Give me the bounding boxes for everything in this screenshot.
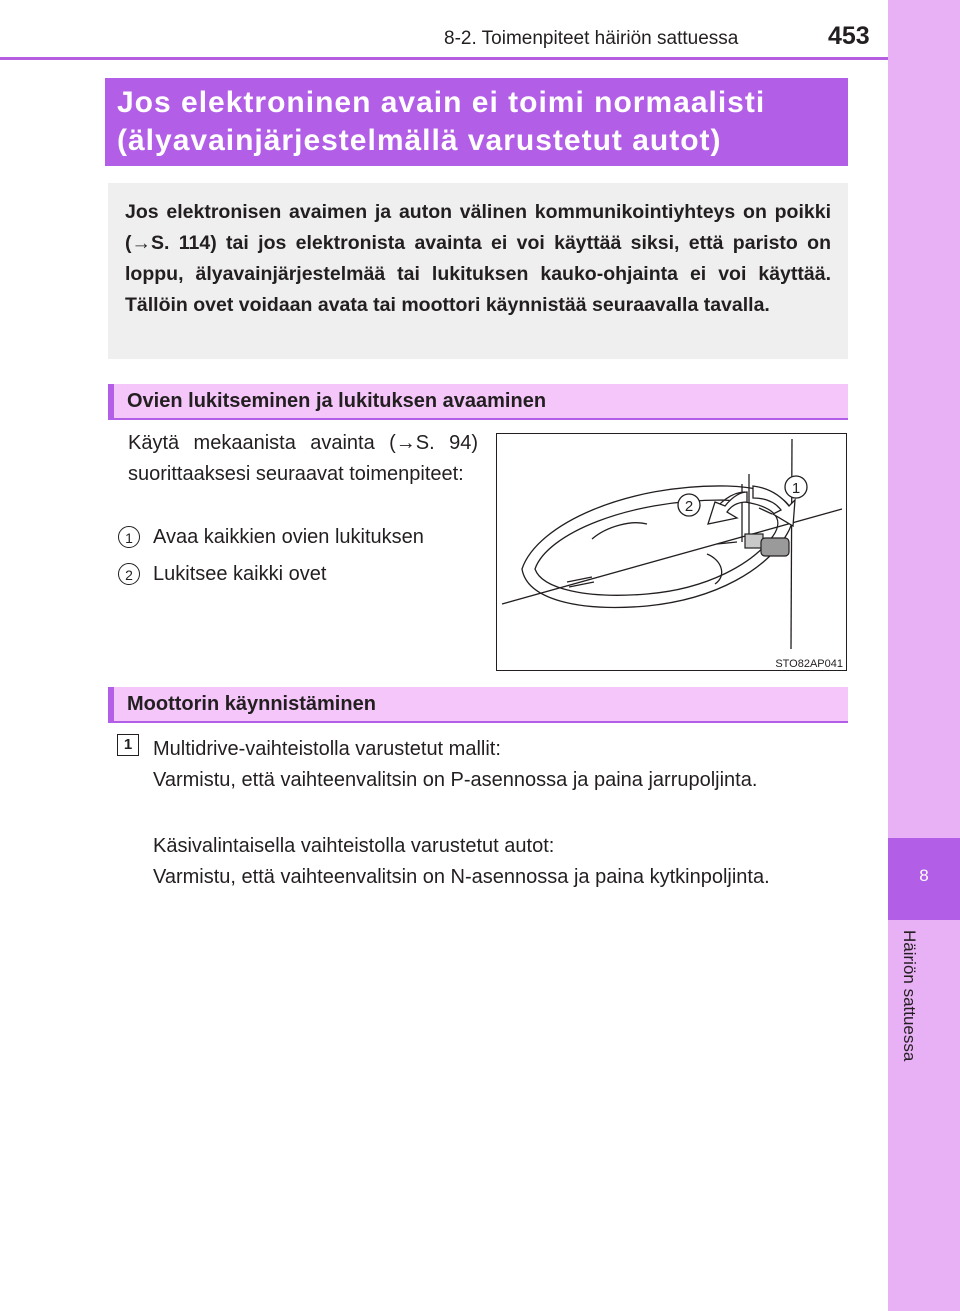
page-number: 453 [828, 22, 870, 50]
door-handle-illustration [497, 434, 845, 669]
main-title-line-2: (älyavainjärjestelmällä varustetut autot) [117, 124, 722, 157]
main-title-line-1: Jos elektroninen avain ei toimi normaalisti [117, 86, 766, 119]
header-section-title: 8-2. Toimenpiteet häiriön sattuessa [444, 28, 739, 49]
main-title [105, 78, 848, 166]
intro-paragraph: Jos elektronisen avaimen ja auton välinen kommunikointiyhteys on poikki (→S. 114) tai jos elektronista avainta ei voi käyttää siksi, että paristo on loppu, älyavainjärjestelmää tai lukituksen kauko-ohjainta ei voi käyttää. Tällöin ovet voidaan avata tai moottori käynnistää seuraavalla tavalla. [108, 183, 848, 359]
callout-number-2: 2 [684, 498, 694, 515]
item-number-circle: 2 [118, 563, 140, 585]
item-label: Avaa kaikkien ovien lukituksen [153, 526, 424, 548]
figure-code: STO82AP041 [775, 658, 843, 669]
side-chapter-number: 8 [919, 866, 929, 885]
heading-engine-start: Moottorin käynnistäminen [108, 687, 848, 723]
side-tab-upper [888, 0, 960, 838]
item-label: Lukitsee kaikki ovet [153, 563, 327, 585]
engine-para-1-title: Multidrive-vaihteistolla varustetut mallit: [153, 738, 501, 760]
engine-para-2-body: Varmistu, että vaihteenvalitsin on N-asennossa ja paina kytkinpoljinta. [153, 866, 770, 888]
door-locking-text: Käytä mekaanista avainta (→S. 94) suorittaaksesi seuraavat toimenpiteet: [128, 432, 478, 485]
door-handle-figure [496, 433, 847, 671]
heading-door-locking: Ovien lukitseminen ja lukituksen avaaminen [108, 384, 848, 420]
engine-para-1-body: Varmistu, että vaihteenvalitsin on P-asennossa ja paina jarrupoljinta. [153, 769, 758, 791]
step-number-box: 1 [117, 734, 139, 756]
engine-para-2-title: Käsivalintaisella vaihteistolla varustetut autot: [153, 835, 555, 857]
side-chapter-title: Häiriön sattuessa [900, 930, 919, 1062]
item-number-circle: 1 [118, 526, 140, 548]
header-rule [0, 57, 888, 60]
callout-number-1: 1 [791, 480, 801, 497]
